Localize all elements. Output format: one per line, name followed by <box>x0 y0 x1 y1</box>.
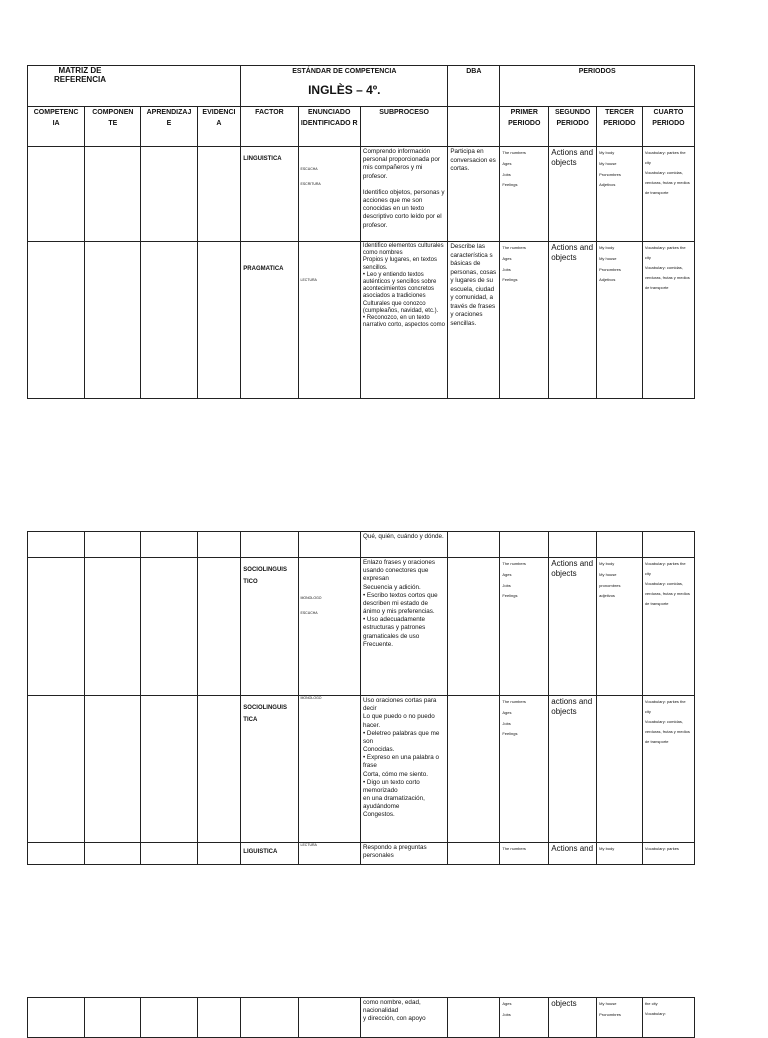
period-3-cell: My house Pronombres <box>597 998 643 1038</box>
table-row <box>28 843 695 865</box>
enunciado-cell: MONOLOGO <box>298 696 360 843</box>
col-header-aprendizaje: APRENDIZAJ E <box>141 107 197 147</box>
col-header-evidencia: EVIDENCI A <box>197 107 241 147</box>
subproceso-cell: Respondo a preguntas personales <box>360 843 447 865</box>
period-4-cell: Vocabulary: parkes the city Vocabulary: comidas, verduras, frutas y medios de transporte <box>642 558 694 696</box>
col-header-primer-periodo: PRIMER PERIODO <box>500 107 549 147</box>
col-header-tercer-periodo: TERCER PERIODO <box>597 107 643 147</box>
col-header-competencia: COMPETENC IA <box>28 107 85 147</box>
table-row <box>28 696 695 843</box>
dba-cell: Participa en conversacion es cortas. <box>448 147 500 242</box>
subproceso-cell: como nombre, edad, nacionalidad y dirección, con apoyo <box>360 998 447 1038</box>
competency-matrix-table-page3 <box>27 997 695 1038</box>
period-3-cell: My body <box>597 843 643 865</box>
factor-cell: PRAGMATICA <box>241 242 298 399</box>
periodos-header-cell <box>500 66 695 107</box>
table-row <box>28 558 695 696</box>
period-3-cell: My body My house Pronombres Adjetivos <box>597 242 643 399</box>
period-3-cell <box>597 696 643 843</box>
page-title: INGLÈS – 4º. <box>308 82 381 97</box>
table-row <box>28 532 695 558</box>
matriz-header: MATRIZ DE REFERENCIA <box>53 66 106 84</box>
period-1-cell: The numbers Ages Jobs Feelings <box>500 558 549 696</box>
dba-header-cell <box>448 66 500 107</box>
subproceso-cell: Identifico elementos culturales como nombres Propios y lugares, en textos sencillos. • Leo y entiendo textos auténticos y sencillos sobre acontecimientos concretos asociados a tradiciones Culturales que conozco (cumpleaños, navidad, etc.). • Reconozco, en un texto narrativo corto, aspectos como <box>360 242 447 399</box>
period-4-cell: the city Vocabulary: <box>642 998 694 1038</box>
period-4-cell: Vocabulary: parkes <box>642 843 694 865</box>
estandar-header: ESTÁNDAR DE COMPETENCIA <box>292 68 397 75</box>
period-1-cell: The numbers Ages Jobs Feelings <box>500 696 549 843</box>
estandar-header-cell <box>241 66 448 107</box>
competency-matrix-table-page2 <box>27 531 695 865</box>
period-4-cell: Vocabulary: parkes the city Vocabulary: comidas, verduras, frutas y medios de transporte <box>642 147 694 242</box>
subproceso-cell: Comprendo información personal proporcionada por mis compañeros y mi profesor. Identifico objetos, personas y acciones que me son conocidas en un texto descriptivo corto leído por el profesor. <box>360 147 447 242</box>
period-2-cell: Actions and objects <box>549 558 597 696</box>
period-3-cell: My body My house pronombres adjetivos <box>597 558 643 696</box>
dba-header: DBA <box>466 68 482 75</box>
period-1-cell: Ages Jobs <box>500 998 549 1038</box>
period-4-cell: Vocabulary: parkes the city Vocabulary: comidas, verduras, frutas y medios de transporte <box>642 696 694 843</box>
enunciado-cell: MONOLOGO ESCUCHA <box>298 558 360 696</box>
col-header-cuarto-periodo: CUARTO PERIODO <box>642 107 694 147</box>
period-2-cell: Actions and objects <box>549 147 597 242</box>
col-header-componente: COMPONEN TE <box>85 107 141 147</box>
period-2-cell: Actions and <box>549 843 597 865</box>
dba-cell: Describe las característica s básicas de personas, cosas y lugares de su escuela, ciudad y comunidad, a través de frases y oraciones sencillas. <box>448 242 500 399</box>
factor-cell: SOCIOLINGUIS TICA <box>241 696 298 843</box>
subproceso-cell: Qué, quién, cuándo y dónde. <box>360 532 447 558</box>
table-row <box>28 147 695 242</box>
enunciado-cell: LECTURA <box>298 242 360 399</box>
subproceso-cell: Uso oraciones cortas para decir Lo que puedo o no puedo hacer. • Deletreo palabras que me son Conocidas. • Expreso en una palabra o frase Corta, cómo me siento. • Digo un texto corto memorizado en una dramatización, ayudándome Congestos. <box>360 696 447 843</box>
table-row <box>28 998 695 1038</box>
period-4-cell: Vocabulary: parkes the city Vocabulary: comidas, verduras, frutas y medios de transporte <box>642 242 694 399</box>
enunciado-cell: ESCUCHA ESCRITURA <box>298 147 360 242</box>
period-2-cell: Actions and objects <box>549 242 597 399</box>
period-1-cell: The numbers Ages Jobs Feelings <box>500 242 549 399</box>
periodos-header: PERIODOS <box>578 68 616 75</box>
col-header-segundo-periodo: SEGUNDO PERIODO <box>549 107 597 147</box>
period-2-cell: objects <box>549 998 597 1038</box>
subproceso-cell: Enlazo frases y oraciones usando conectores que expresan Secuencia y adición. • Escribo textos cortos que describen mi estado de ánimo y mis preferencias. • Uso adecuadamente estructuras y patrones gramaticales de uso Frecuente. <box>360 558 447 696</box>
matriz-header-cell <box>28 66 241 107</box>
col-header-enunciado: ENUNCIADO IDENTIFICADO R <box>298 107 360 147</box>
factor-cell: SOCIOLINGUIS TICO <box>241 558 298 696</box>
period-2-cell: actions and objects <box>549 696 597 843</box>
factor-cell: LINGUISTICA <box>241 147 298 242</box>
period-1-cell: The numbers <box>500 843 549 865</box>
col-header-factor: FACTOR <box>241 107 298 147</box>
enunciado-cell: LECTURA <box>298 843 360 865</box>
factor-cell: LIGUISTICA <box>241 843 298 865</box>
period-1-cell: The numbers Ages Jobs Feelings <box>500 147 549 242</box>
competency-matrix-table-page1 <box>27 65 695 399</box>
col-header-dba-blank <box>448 107 500 147</box>
table-row <box>28 242 695 399</box>
period-3-cell: My body My house Pronombres Adjetivos <box>597 147 643 242</box>
col-header-subproceso: SUBPROCESO <box>360 107 447 147</box>
